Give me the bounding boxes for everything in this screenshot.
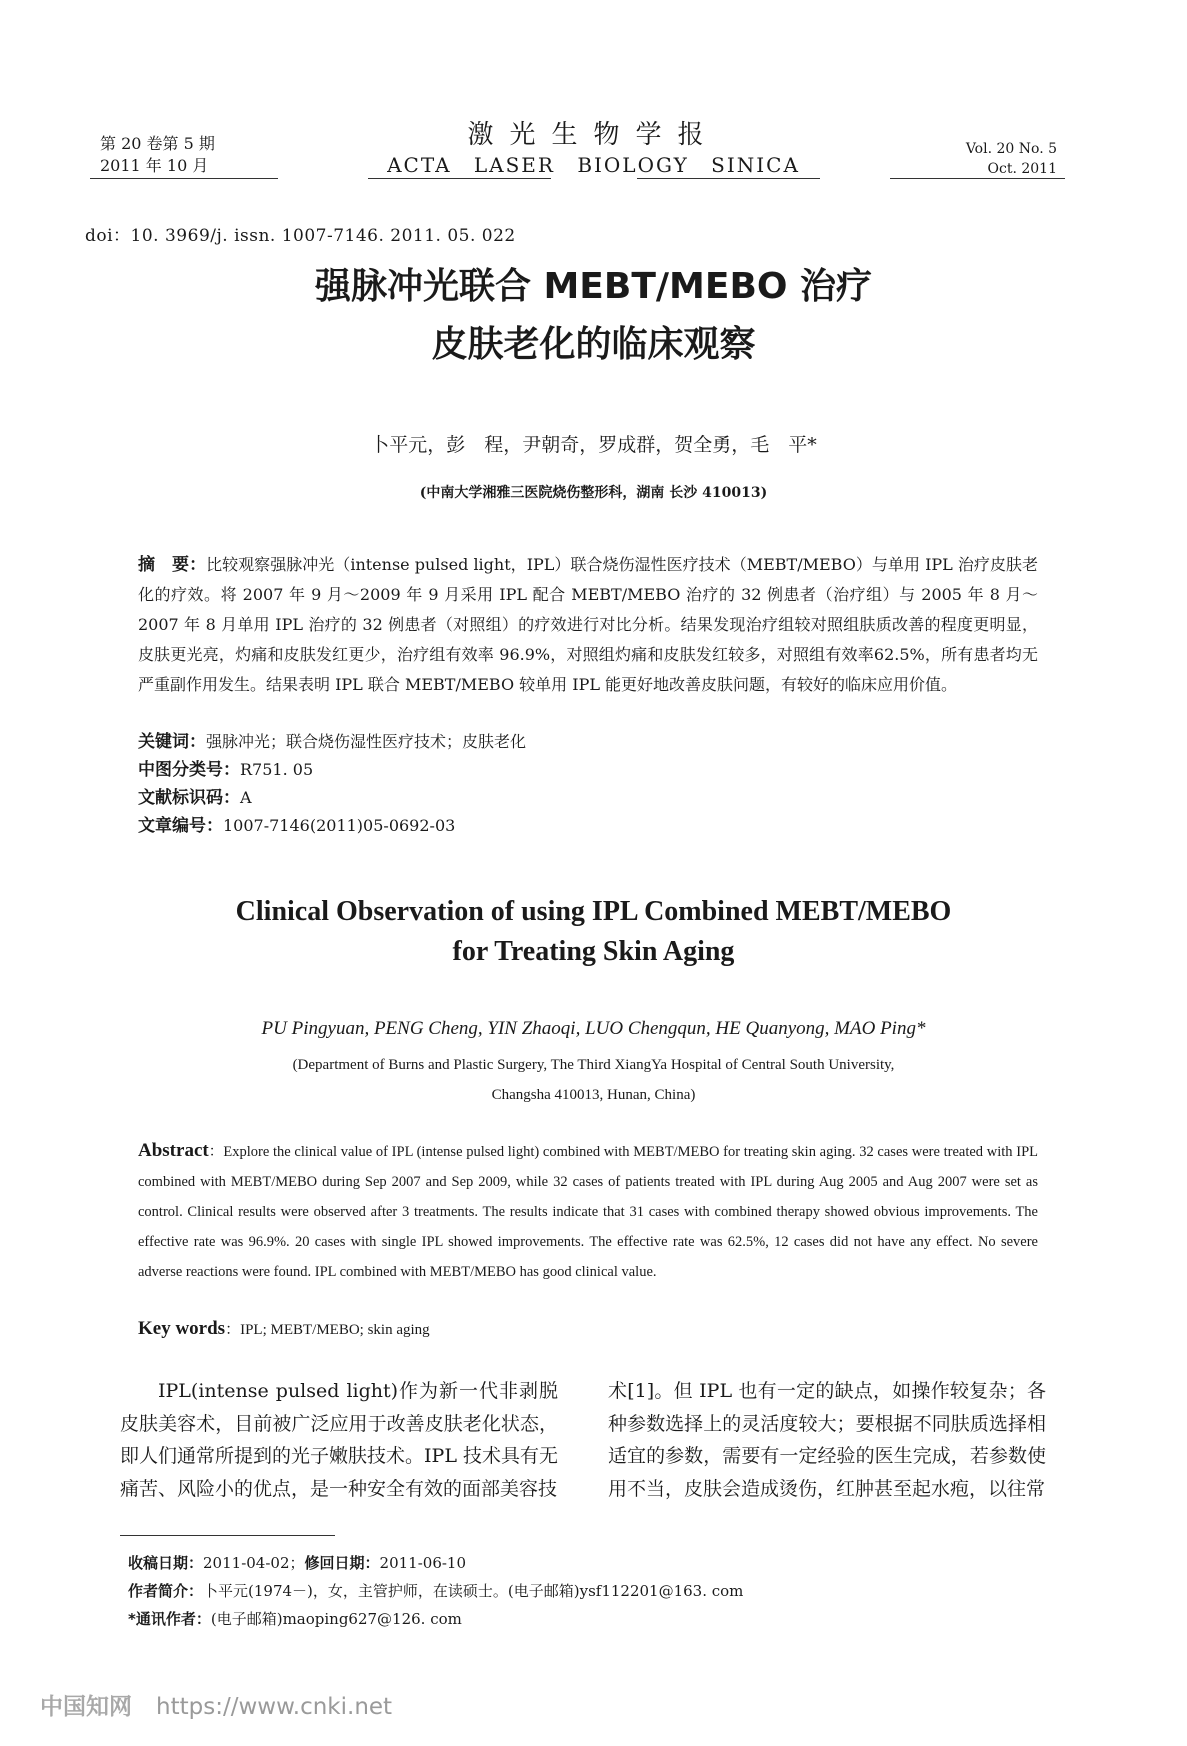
header-rule-center-right [637,178,820,179]
received-date: 2011-04-02； [203,1554,305,1572]
date-en: Oct. 2011 [987,161,1057,177]
affiliation-en-line1: (Department of Burns and Plastic Surgery, The Third XiangYa Hospital of Central South University, [292,1057,895,1073]
clc-value: R751. 05 [240,760,314,779]
journal-title-cn: 激光生物学报 [467,120,720,150]
affiliation-en-line2: Changsha 410013, Hunan, China) [491,1087,696,1103]
article-number [138,812,455,840]
abstract-en [138,1136,1038,1287]
keywords-cn-label: 关键词： [138,732,206,752]
revised-date: 2011-06-10 [379,1554,467,1572]
header-rule-left [90,178,278,179]
keywords-en [138,1318,430,1340]
clc-number [138,756,313,784]
keywords-en-text: ：IPL; MEBT/MEBO; skin aging [225,1322,430,1338]
corresponding-text: (电子邮箱)maoping627@126. com [210,1610,462,1628]
cnki-url: https://www.cnki.net [156,1694,393,1720]
abstract-en-label: Abstract [138,1140,209,1161]
footnote-dates [128,1549,466,1577]
title-en-line2: for Treating Skin Aging [452,936,735,967]
keywords-cn [138,728,526,756]
doc-code-value: A [240,788,252,807]
doi: doi：10. 3969/j. issn. 1007-7146. 2011. 05. 022 [85,226,516,246]
title-en-line1: Clinical Observation of using IPL Combined MEBT/MEBO [235,896,952,927]
header-rule-center [368,178,551,179]
bio-label: 作者简介： [128,1582,204,1600]
abstract-cn-label: 摘 要： [138,555,207,575]
date-cn: 2011 年 10 月 [100,156,209,175]
title-en [0,892,1187,972]
title-cn [0,258,1187,374]
journal-title-en: ACTA LASER BIOLOGY SINICA [387,153,800,177]
footnote-rule [120,1535,335,1536]
article-no-value: 1007-7146(2011)05-0692-03 [223,816,456,835]
article-no-label: 文章编号： [138,816,223,836]
authors-cn: 卜平元，彭 程，尹朝奇，罗成群，贺全勇，毛 平* [370,434,817,456]
header-rule-right [890,178,1065,179]
doc-code-label: 文献标识码： [138,788,240,808]
abstract-en-text: ：Explore the clinical value of IPL (intense pulsed light) combined with MEBT/MEBO for treating skin aging. 32 cases were treated with IPL combined with MEBT/MEBO during Sep 2007 and Sep 2009, while 32 cases of patients treated with IPL during Aug 2005 and Aug 2007 were set as control. Clinical results were observed after 3 treatments. The results indicate that 31 cases with combined therapy showed obvious improvements. The effective rate was 96.9%. 20 cases with single IPL showed improvements. The effective rate was 62.5%, 12 cases did not have any effect. No severe adverse reactions were found. IPL combined with MEBT/MEBO has good clinical value. [138,1144,1038,1280]
abstract-cn-text: 比较观察强脉冲光（intense pulsed light，IPL）联合烧伤湿性医疗技术（MEBT/MEBO）与单用 IPL 治疗皮肤老化的疗效。将 2007 年 9 月～2009 年 9 月采用 IPL 配合 MEBT/MEBO 治疗的 32 例患者（治疗组）与 2005 年 8 月～2007 年 8 月单用 IPL 治疗的 32 例患者（对照组）的疗效进行对比分析。结果发现治疗组较对照组肤质改善的程度更明显，皮肤更光亮，灼痛和皮肤发红更少，治疗组有效率 96.9%，对照组灼痛和皮肤发红较多，对照组有效率62.5%，所有患者均无严重副作用发生。结果表明 IPL 联合 MEBT/MEBO 较单用 IPL 能更好地改善皮肤问题，有较好的临床应用价值。 [138,555,1038,694]
authors-en: PU Pingyuan, PENG Cheng, YIN Zhaoqi, LUO Chengqun, HE Quanyong, MAO Ping* [261,1018,926,1039]
volume-issue-cn: 第 20 卷第 5 期 [100,134,215,153]
affiliation-en [0,1050,1187,1110]
cnki-watermark [40,1688,392,1721]
affiliation-cn: (中南大学湘雅三医院烧伤整形科，湖南 长沙 410013) [419,485,768,501]
volume-issue-en: Vol. 20 No. 5 [965,141,1057,157]
bio-text: 卜平元(1974－)，女，主管护师，在读硕士。(电子邮箱)ysf112201@163. com [203,1582,744,1600]
keywords-cn-text: 强脉冲光；联合烧伤湿性医疗技术；皮肤老化 [206,732,527,751]
clc-label: 中图分类号： [138,760,240,780]
document-code [138,784,252,812]
footnote-corresponding [128,1605,462,1633]
title-cn-line2: 皮肤老化的临床观察 [431,324,756,365]
body-column-right: 术[1]。但 IPL 也有一定的缺点，如操作较复杂；各种参数选择上的灵活度较大；要根据不同肤质选择相适宜的参数，需要有一定经验的医生完成，若参数使用不当，皮肤会造成烫伤，红肿甚至起水疱，以往常 [608,1380,1046,1500]
abstract-cn [138,550,1038,700]
keywords-en-label: Key words [138,1318,226,1339]
issue-info-en [966,139,1057,179]
title-cn-line1: 强脉冲光联合 MEBT/MEBO 治疗 [314,266,873,307]
footnote-author-bio [128,1577,743,1605]
revised-label: 修回日期： [304,1554,380,1572]
received-label: 收稿日期： [128,1554,204,1572]
corresponding-label: *通讯作者： [128,1610,211,1628]
body-column-left: IPL(intense pulsed light)作为新一代非剥脱皮肤美容术，目前被广泛应用于改善皮肤老化状态，即人们通常所提到的光子嫩肤技术。IPL 技术具有无痛苦、风险小的优点，是一种安全有效的面部美容技 [120,1380,558,1500]
cnki-logo-text: 中国知网 [40,1694,132,1720]
